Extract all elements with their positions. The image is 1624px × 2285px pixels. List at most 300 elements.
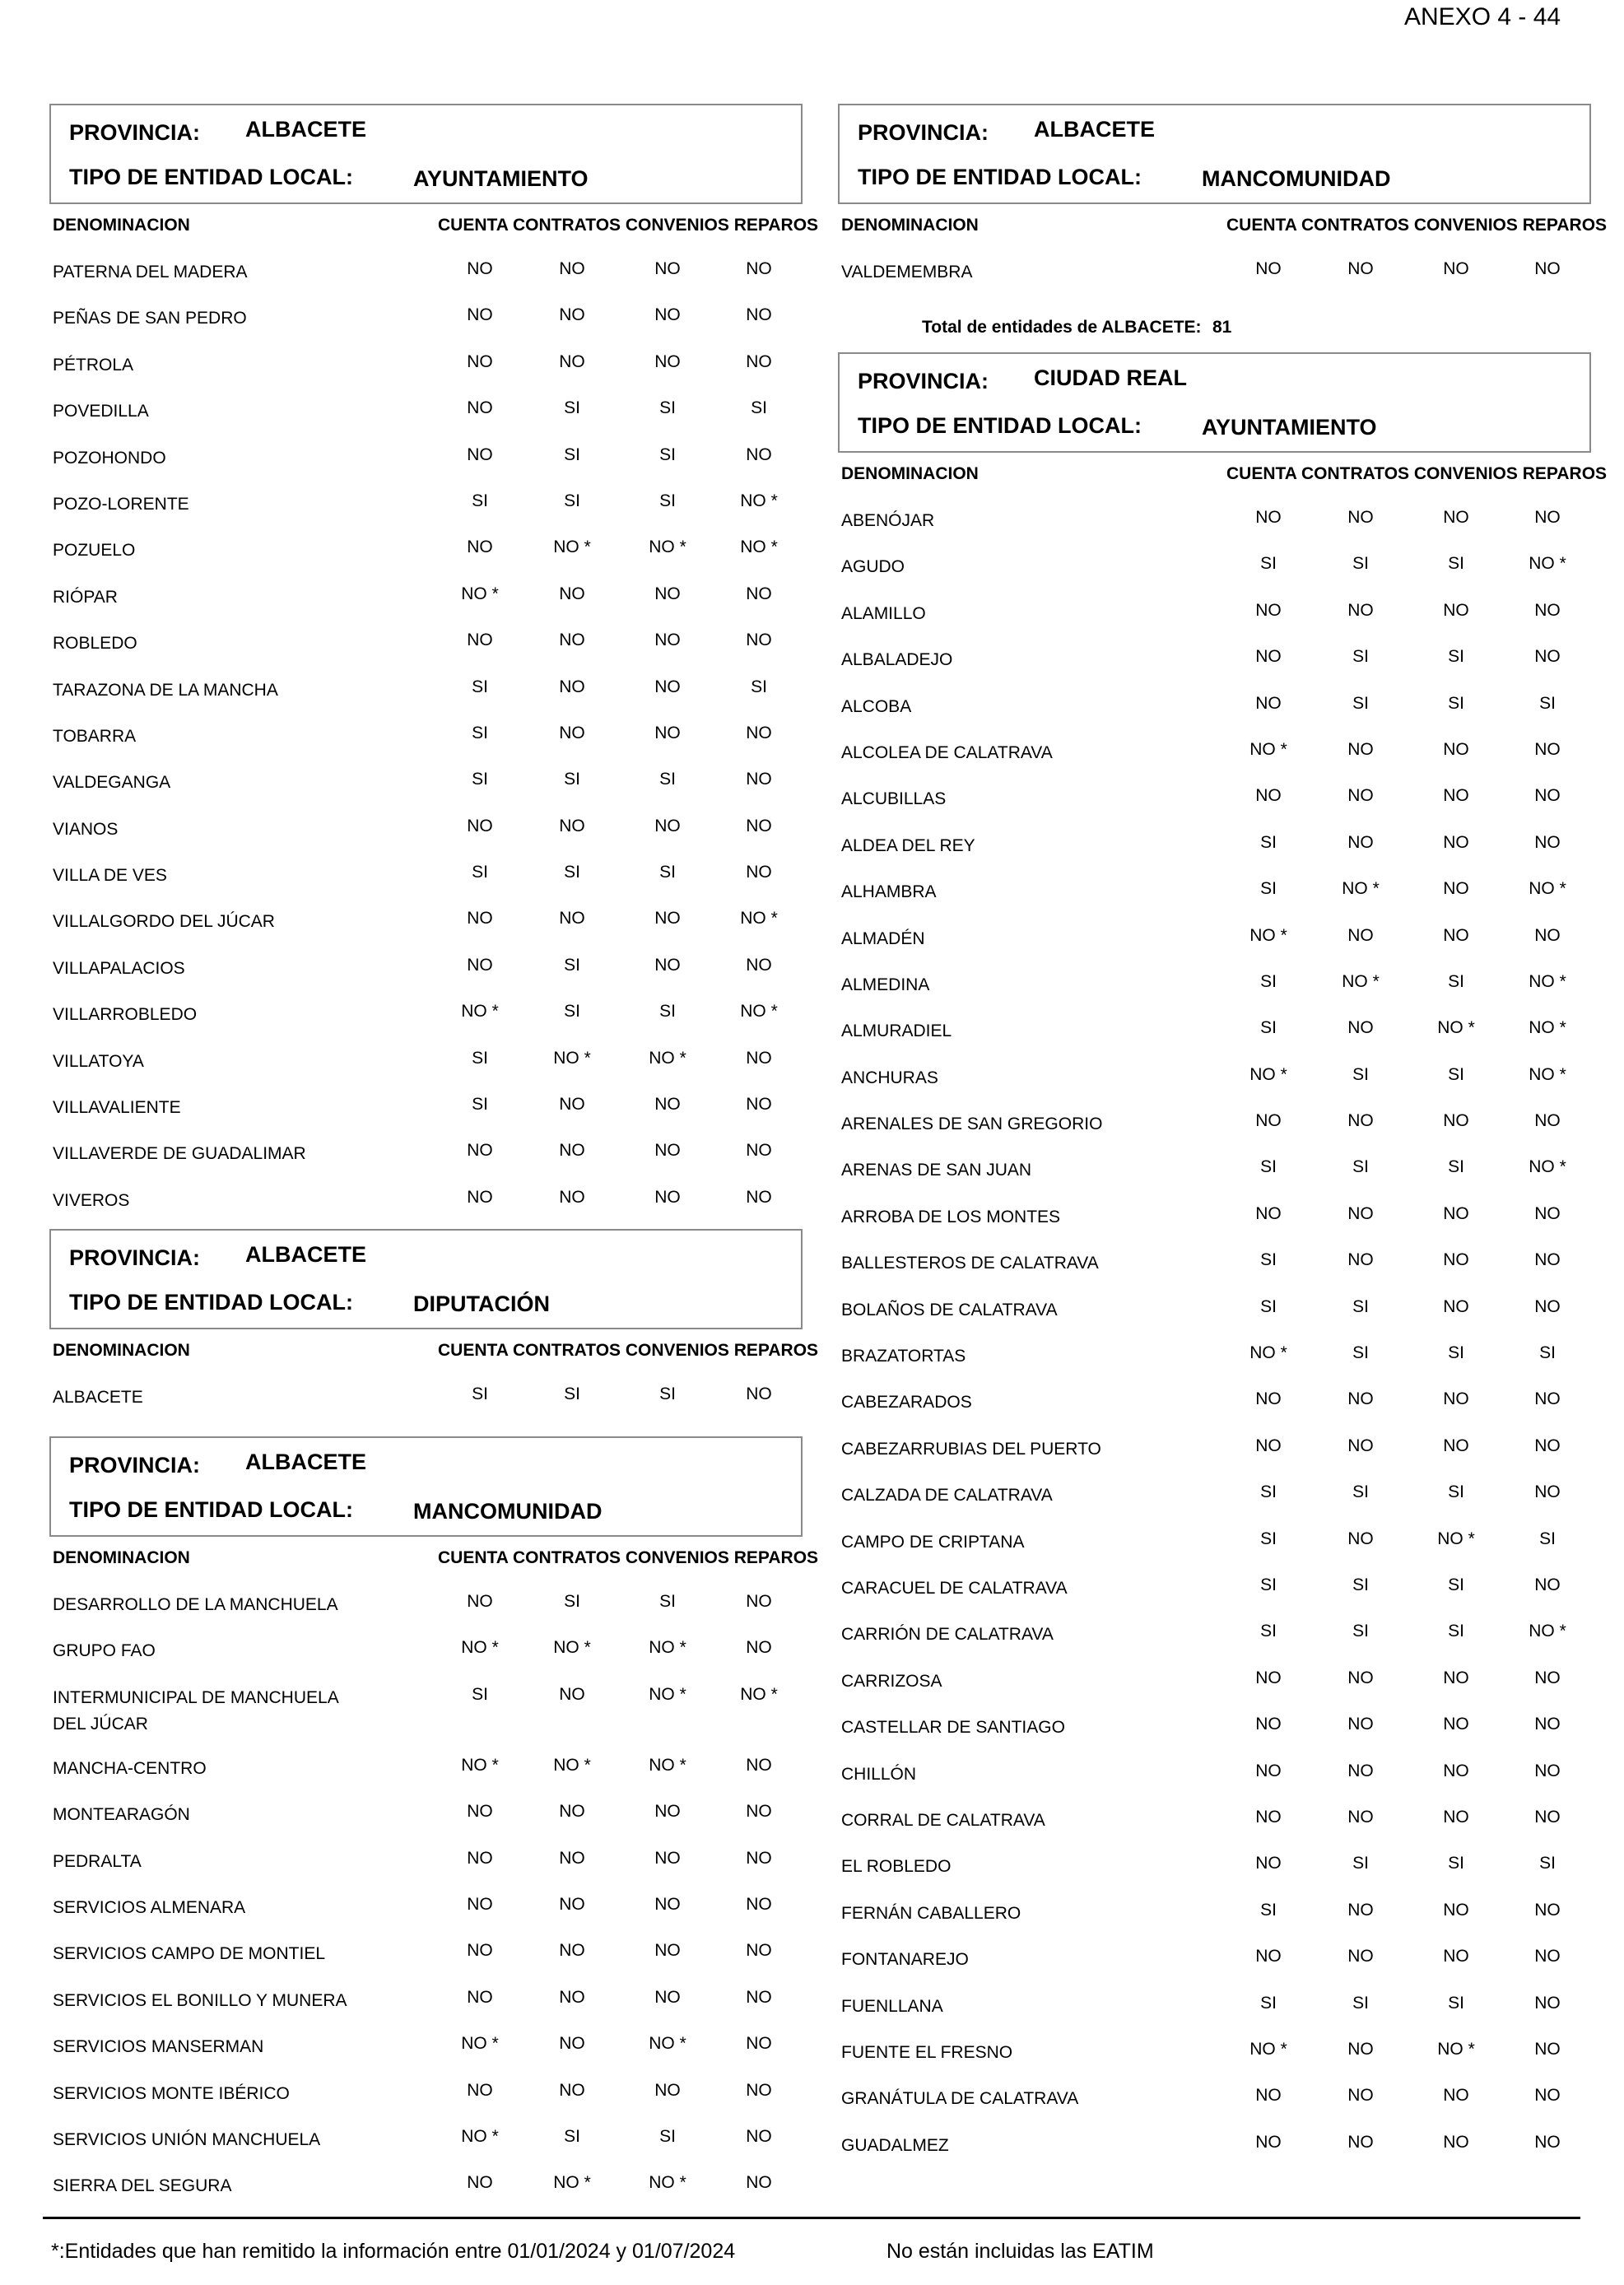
reparos-value: NO — [1534, 1668, 1561, 1687]
entity-name: CHILLÓN — [841, 1764, 917, 1784]
table-row — [49, 2067, 803, 2113]
convenios-value: SI — [1448, 647, 1464, 667]
reparos-value: NO * — [1529, 1622, 1566, 1641]
table-row — [49, 2020, 803, 2066]
entity-header-box — [49, 1229, 803, 1329]
cuenta-value: SI — [472, 491, 488, 510]
table-row — [838, 1468, 1591, 1515]
table-row — [49, 477, 803, 524]
cuenta-value: SI — [472, 863, 488, 882]
reparos-value: NO — [1534, 1111, 1561, 1131]
table-row — [49, 291, 803, 337]
table-header — [49, 1329, 819, 1371]
convenios-value: NO — [654, 1802, 681, 1822]
total-value: 81 — [1212, 318, 1232, 337]
contratos-value: NO * — [553, 1638, 591, 1658]
contratos-value: NO — [1347, 1436, 1374, 1455]
cuenta-value: SI — [1260, 1529, 1277, 1548]
contratos-value: SI — [564, 2126, 580, 2146]
convenios-value: NO — [1443, 1807, 1469, 1827]
convenios-value: NO — [1443, 1111, 1469, 1131]
contratos-value: NO — [1347, 1529, 1374, 1548]
convenios-value: NO * — [649, 1684, 686, 1704]
table-row — [838, 1747, 1591, 1794]
table-row — [49, 942, 803, 988]
table-row — [838, 1190, 1591, 1236]
convenios-value: NO — [1443, 1715, 1469, 1734]
table-row — [838, 1051, 1591, 1097]
reparos-value: NO — [1534, 259, 1561, 278]
convenios-value: NO — [654, 816, 681, 835]
contratos-value: NO — [559, 631, 585, 650]
cuenta-value: NO — [1255, 600, 1282, 620]
convenios-value: SI — [1448, 1993, 1464, 2013]
cuenta-value: NO — [1255, 1111, 1282, 1131]
cuenta-value: NO * — [461, 2034, 499, 2054]
contratos-value: NO — [1347, 1668, 1374, 1687]
convenios-value: SI — [1448, 1343, 1464, 1363]
reparos-value: NO — [746, 444, 772, 464]
contratos-value: NO — [559, 1802, 585, 1822]
reparos-value: NO — [1534, 647, 1561, 667]
contratos-value: SI — [564, 1384, 580, 1403]
convenios-value: NO * — [649, 1638, 686, 1658]
table-row — [49, 431, 803, 477]
contratos-value: SI — [1352, 647, 1369, 667]
cuenta-value: SI — [1260, 1157, 1277, 1177]
entity-name: ANCHURAS — [841, 1068, 938, 1087]
convenios-value: NO * — [1437, 1529, 1475, 1548]
reparos-value: SI — [1539, 1854, 1556, 1873]
cuenta-value: NO — [1255, 2086, 1282, 2106]
cuenta-value: NO — [467, 538, 493, 557]
entity-name: SERVICIOS CAMPO DE MONTIEL — [53, 1944, 326, 1964]
cuenta-value: NO — [1255, 693, 1282, 713]
reparos-value: NO — [746, 1095, 772, 1115]
entity-name: GRUPO FAO — [53, 1641, 156, 1661]
convenios-value: NO * — [649, 1048, 686, 1068]
denominacion-header: DENOMINACION — [841, 464, 979, 483]
cuenta-value: NO * — [461, 1638, 499, 1658]
table-header — [838, 204, 1608, 245]
cuenta-value: NO — [1255, 1668, 1282, 1687]
entity-name: VALDEGANGA — [53, 773, 171, 793]
entity-name: ALCUBILLAS — [841, 789, 947, 809]
reparos-value: NO * — [1529, 554, 1566, 574]
contratos-value: NO — [1347, 2039, 1374, 2059]
cuenta-value: SI — [1260, 1900, 1277, 1920]
contratos-value: SI — [564, 1002, 580, 1022]
table-row — [49, 245, 803, 291]
entity-name: ALCOLEA DE CALATRAVA — [841, 742, 1053, 762]
table-row — [49, 1035, 803, 1081]
table-row — [838, 1561, 1591, 1608]
convenios-value: NO — [654, 259, 681, 278]
table-row — [838, 633, 1591, 679]
entity-name: ALAMILLO — [841, 603, 926, 623]
table-row — [838, 680, 1591, 726]
contratos-value: SI — [1352, 1993, 1369, 2013]
convenios-value: SI — [659, 1592, 676, 1611]
cuenta-value: NO * — [1249, 739, 1287, 759]
convenios-value: NO — [654, 305, 681, 325]
reparos-value: NO — [746, 1592, 772, 1611]
contratos-value: NO * — [1342, 971, 1380, 991]
cuenta-value: NO — [467, 398, 493, 418]
cuenta-value: NO — [467, 1187, 493, 1207]
table-row — [49, 1881, 803, 1927]
entity-name: SERVICIOS MONTE IBÉRICO — [53, 2083, 290, 2103]
convenios-value: SI — [1448, 554, 1464, 574]
table-row — [49, 1578, 803, 1624]
contratos-value: NO — [559, 1187, 585, 1207]
table-row — [838, 540, 1591, 586]
reparos-value: NO — [746, 1187, 772, 1207]
contratos-value: SI — [1352, 1482, 1369, 1502]
entity-header-box — [838, 104, 1591, 204]
table-row — [49, 2159, 803, 2205]
table-row — [49, 1788, 803, 1834]
convenios-value: NO * — [1437, 1018, 1475, 1038]
convenios-value: NO — [654, 631, 681, 650]
reparos-value: NO — [1534, 1203, 1561, 1223]
cuenta-value: NO — [467, 2080, 493, 2100]
convenios-value: NO * — [1437, 2039, 1475, 2059]
contratos-value: SI — [1352, 1157, 1369, 1177]
contratos-value: SI — [1352, 1575, 1369, 1594]
entity-name: FUENLLANA — [841, 1996, 943, 2016]
table-row — [838, 1375, 1591, 1422]
entity-name: POVEDILLA — [53, 402, 149, 421]
contratos-value: NO — [559, 351, 585, 371]
table-row — [49, 1742, 803, 1788]
entity-name: AGUDO — [841, 557, 905, 577]
cuenta-value: NO — [467, 816, 493, 835]
reparos-value: NO — [1534, 2039, 1561, 2059]
entity-name: ABENÓJAR — [841, 511, 935, 530]
contratos-value: NO — [559, 259, 585, 278]
tipo-entidad-label: TIPO DE ENTIDAD LOCAL: — [69, 1290, 353, 1315]
table-row — [49, 663, 803, 710]
denominacion-header: DENOMINACION — [53, 1548, 190, 1567]
contratos-value: NO — [1347, 1389, 1374, 1409]
table-row — [49, 1671, 803, 1742]
cuenta-value: SI — [472, 677, 488, 696]
reparos-value: NO — [1534, 1296, 1561, 1316]
contratos-value: NO * — [553, 2173, 591, 2193]
reparos-value: NO — [746, 1755, 772, 1775]
convenios-value: NO — [1443, 1668, 1469, 1687]
page-number: ANEXO 4 - 44 — [1404, 3, 1561, 30]
table-row — [49, 1624, 803, 1670]
convenios-value: NO — [1443, 2086, 1469, 2106]
cuenta-value: NO — [467, 444, 493, 464]
reparos-value: NO — [746, 305, 772, 325]
table-row — [838, 1097, 1591, 1143]
contratos-value: SI — [564, 1592, 580, 1611]
contratos-value: SI — [1352, 1064, 1369, 1084]
contratos-value: NO — [1347, 1900, 1374, 1920]
cuenta-value: SI — [1260, 554, 1277, 574]
reparos-value: NO — [746, 2173, 772, 2193]
tipo-entidad-label: TIPO DE ENTIDAD LOCAL: — [69, 1497, 353, 1522]
contratos-value: NO — [1347, 1203, 1374, 1223]
contratos-value: SI — [564, 491, 580, 510]
reparos-value: NO — [746, 1848, 772, 1868]
contratos-value: NO — [559, 584, 585, 603]
entity-name: VALDEMEMBRA — [841, 263, 973, 282]
contratos-value: NO — [559, 1941, 585, 1961]
reparos-value: NO * — [1529, 1018, 1566, 1038]
cuenta-value: SI — [472, 1095, 488, 1115]
reparos-value: NO — [746, 1141, 772, 1161]
contratos-value: SI — [564, 863, 580, 882]
entity-name: CABEZARRUBIAS DEL PUERTO — [841, 1439, 1101, 1459]
convenios-value: SI — [659, 770, 676, 789]
contratos-value: NO * — [553, 1755, 591, 1775]
total-albacete — [838, 301, 1591, 352]
reparos-value: NO — [1534, 2086, 1561, 2106]
reparos-value: NO * — [1529, 1157, 1566, 1177]
entity-name: CASTELLAR DE SANTIAGO — [841, 1718, 1065, 1738]
contratos-value: SI — [1352, 1343, 1369, 1363]
table-row — [49, 384, 803, 430]
convenios-value: NO — [1443, 832, 1469, 852]
contratos-value: NO * — [1342, 879, 1380, 899]
reparos-value: NO — [746, 955, 772, 975]
cuenta-value: NO — [467, 259, 493, 278]
convenios-value: NO — [1443, 1389, 1469, 1409]
table-row — [49, 570, 803, 617]
contratos-value: NO — [559, 909, 585, 928]
table-row — [49, 988, 803, 1034]
contratos-value: SI — [564, 955, 580, 975]
cuenta-value: SI — [1260, 1018, 1277, 1038]
cuenta-value: NO — [467, 1987, 493, 2007]
entity-name: BALLESTEROS DE CALATRAVA — [841, 1254, 1099, 1273]
cuenta-value: NO — [467, 1802, 493, 1822]
cuenta-value: SI — [472, 1384, 488, 1403]
denominacion-header: DENOMINACION — [53, 1341, 190, 1360]
convenios-value: NO — [1443, 1250, 1469, 1270]
section-albacete-diputacion — [49, 1229, 819, 1417]
convenios-value: NO — [654, 1141, 681, 1161]
entity-name: POZO-LORENTE — [53, 494, 189, 514]
contratos-value: NO * — [553, 1048, 591, 1068]
table-row — [838, 1933, 1591, 1979]
contratos-value: NO — [559, 1848, 585, 1868]
convenios-value: NO — [1443, 925, 1469, 945]
contratos-value: SI — [1352, 1622, 1369, 1641]
convenios-value: NO — [1443, 600, 1469, 620]
entity-name: ARENALES DE SAN GREGORIO — [841, 1115, 1103, 1134]
contratos-value: NO — [559, 305, 585, 325]
entity-name: VIVEROS — [53, 1190, 130, 1210]
convenios-value: NO * — [649, 1755, 686, 1775]
cuenta-value: NO * — [461, 1002, 499, 1022]
table-row — [838, 587, 1591, 633]
convenios-value: NO * — [649, 2034, 686, 2054]
convenios-value: NO — [654, 2080, 681, 2100]
entity-name: EL ROBLEDO — [841, 1857, 952, 1877]
reparos-value: NO — [1534, 508, 1561, 527]
cuenta-value: NO — [1255, 1389, 1282, 1409]
entity-name: SERVICIOS UNIÓN MANCHUELA — [53, 2129, 321, 2149]
contratos-value: NO — [1347, 508, 1374, 527]
reparos-value: NO — [746, 1048, 772, 1068]
cuenta-value: NO — [1255, 1947, 1282, 1966]
convenios-value: NO — [1443, 739, 1469, 759]
contratos-value: NO — [559, 1894, 585, 1914]
entity-name: PATERNA DEL MADERA — [53, 263, 248, 282]
table-row — [49, 710, 803, 756]
convenios-value: SI — [659, 1384, 676, 1403]
reparos-value: NO * — [740, 1684, 778, 1704]
cuenta-value: NO — [1255, 508, 1282, 527]
convenios-value: NO — [654, 1848, 681, 1868]
table-row — [49, 1127, 803, 1173]
cuenta-value: SI — [1260, 879, 1277, 899]
table-row — [49, 617, 803, 663]
cuenta-value: NO * — [461, 1755, 499, 1775]
entity-header-box — [49, 1436, 803, 1537]
cuenta-value: NO — [467, 1592, 493, 1611]
table-row — [49, 849, 803, 895]
contratos-value: SI — [564, 770, 580, 789]
convenios-value: SI — [659, 491, 676, 510]
table-row — [838, 1236, 1591, 1282]
cuenta-value: NO — [467, 909, 493, 928]
provincia-value: CIUDAD REAL — [1034, 365, 1187, 390]
table-row — [838, 772, 1591, 818]
entity-name: INTERMUNICIPAL DE MANCHUELA DEL JÚCAR — [53, 1687, 338, 1734]
cuenta-value: NO — [1255, 1761, 1282, 1780]
columns-header: CUENTA CONTRATOS CONVENIOS REPAROS — [1226, 216, 1608, 235]
table-row — [838, 245, 1591, 291]
provincia-value: ALBACETE — [245, 117, 366, 142]
convenios-value: NO — [654, 1894, 681, 1914]
entity-name: SERVICIOS MANSERMAN — [53, 2037, 264, 2057]
entity-name: CORRAL DE CALATRAVA — [841, 1810, 1045, 1830]
contratos-value: SI — [1352, 1854, 1369, 1873]
table-row — [838, 1329, 1591, 1375]
entity-name: TARAZONA DE LA MANCHA — [53, 680, 278, 700]
reparos-value: SI — [751, 398, 767, 418]
table-row — [49, 338, 803, 384]
entity-name: ALHAMBRA — [841, 882, 937, 902]
cuenta-value: NO — [1255, 1715, 1282, 1734]
contratos-value: NO — [559, 1095, 585, 1115]
table-row — [838, 1422, 1591, 1468]
convenios-value: SI — [1448, 971, 1464, 991]
cuenta-value: NO — [1255, 2132, 1282, 2152]
reparos-value: NO — [746, 1941, 772, 1961]
table-row — [838, 1701, 1591, 1747]
table-row — [49, 1835, 803, 1881]
contratos-value: NO — [559, 1141, 585, 1161]
cuenta-value: SI — [1260, 971, 1277, 991]
cuenta-value: NO — [467, 351, 493, 371]
convenios-value: SI — [659, 398, 676, 418]
convenios-value: SI — [1448, 1064, 1464, 1084]
reparos-value: NO — [1534, 1389, 1561, 1409]
entity-name: VILLA DE VES — [53, 866, 167, 886]
table-row — [49, 1081, 803, 1127]
reparos-value: NO — [1534, 2132, 1561, 2152]
provincia-value: ALBACETE — [245, 1450, 366, 1474]
reparos-value: NO * — [740, 538, 778, 557]
reparos-value: NO — [1534, 1900, 1561, 1920]
convenios-value: SI — [1448, 1575, 1464, 1594]
reparos-value: NO — [1534, 600, 1561, 620]
cuenta-value: NO — [467, 955, 493, 975]
contratos-value: NO — [1347, 925, 1374, 945]
contratos-value: NO * — [553, 538, 591, 557]
reparos-value: NO — [1534, 1436, 1561, 1455]
section-albacete-mancomunidad-cont — [838, 104, 1608, 291]
entity-name: ROBLEDO — [53, 634, 137, 654]
entity-name: MANCHA-CENTRO — [53, 1758, 207, 1778]
convenios-value: NO — [654, 1187, 681, 1207]
contratos-value: SI — [1352, 554, 1369, 574]
reparos-value: NO * — [1529, 1064, 1566, 1084]
entity-name: MONTEARAGÓN — [53, 1805, 190, 1825]
entity-name: VILLAVALIENTE — [53, 1098, 181, 1118]
contratos-value: NO — [559, 816, 585, 835]
entity-name: VILLALGORDO DEL JÚCAR — [53, 912, 275, 932]
cuenta-value: NO — [1255, 1807, 1282, 1827]
convenios-value: NO — [1443, 1296, 1469, 1316]
reparos-value: NO — [746, 2126, 772, 2146]
entity-name: GUADALMEZ — [841, 2135, 949, 2155]
convenios-value: NO — [654, 677, 681, 696]
entity-header-box — [838, 352, 1591, 453]
convenios-value: SI — [659, 444, 676, 464]
convenios-value: SI — [659, 1002, 676, 1022]
table-row — [838, 494, 1591, 540]
table-row — [838, 1143, 1591, 1189]
cuenta-value: NO — [467, 1941, 493, 1961]
contratos-value: SI — [1352, 1296, 1369, 1316]
contratos-value: NO — [1347, 1715, 1374, 1734]
table-row — [838, 1608, 1591, 1654]
reparos-value: NO — [1534, 739, 1561, 759]
reparos-value: NO — [746, 2034, 772, 2054]
columns-header: CUENTA CONTRATOS CONVENIOS REPAROS — [438, 1341, 819, 1360]
entity-name: ALMURADIEL — [841, 1022, 952, 1041]
table-row — [838, 1004, 1591, 1050]
reparos-value: NO — [1534, 786, 1561, 806]
contratos-value: NO — [559, 1987, 585, 2007]
reparos-value: NO — [746, 1894, 772, 1914]
reparos-value: NO — [1534, 1807, 1561, 1827]
contratos-value: NO — [1347, 1807, 1374, 1827]
cuenta-value: NO — [1255, 786, 1282, 806]
reparos-value: NO — [1534, 1250, 1561, 1270]
convenios-value: NO — [1443, 879, 1469, 899]
cuenta-value: SI — [1260, 1250, 1277, 1270]
table-header — [838, 453, 1608, 494]
contratos-value: NO — [1347, 1947, 1374, 1966]
cuenta-value: NO — [1255, 259, 1282, 278]
section-albacete-ayuntamiento — [49, 104, 819, 1220]
table-row — [49, 895, 803, 941]
entity-name: RIÓPAR — [53, 587, 118, 607]
convenios-value: SI — [659, 2126, 676, 2146]
contratos-value: NO — [1347, 1018, 1374, 1038]
reparos-value: NO — [746, 351, 772, 371]
provincia-label: PROVINCIA: — [69, 1453, 201, 1478]
